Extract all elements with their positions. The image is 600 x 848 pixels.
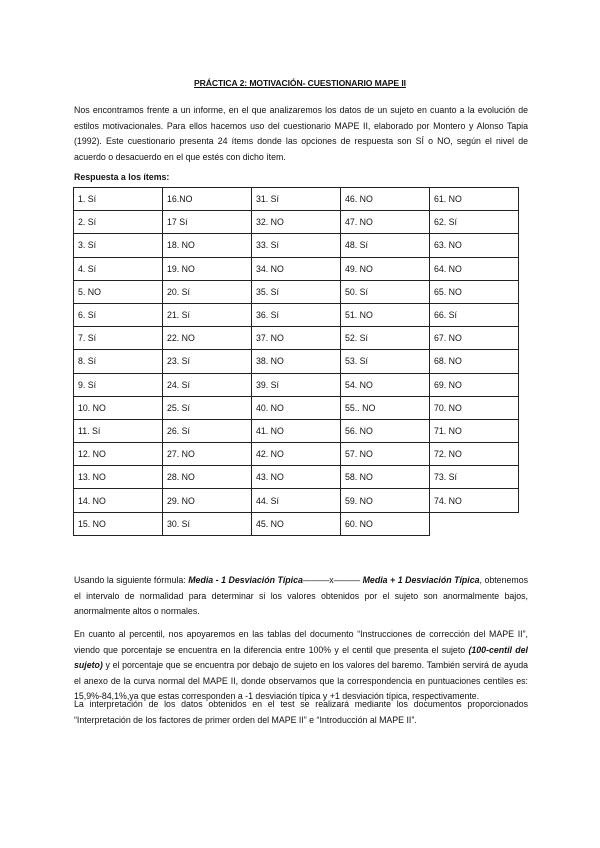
- table-cell: 45. NO: [252, 512, 341, 535]
- table-cell: 28. NO: [163, 466, 252, 489]
- table-cell: 27. NO: [163, 443, 252, 466]
- table-row: [74, 512, 519, 535]
- formula-left: Media - 1 Desviación Típica: [188, 575, 303, 585]
- table-row: [74, 211, 519, 234]
- table-cell: 68. NO: [430, 350, 519, 373]
- table-cell: 1. Sí: [74, 188, 163, 211]
- table-cell: 25. Sí: [163, 396, 252, 419]
- percentile-text-1: En cuanto al percentil, nos apoyaremos en las tablas del documento “Instrucciones de corrección del MAPE II”, viendo que porcentaje se encuentra en la diferencia entre 100% y el centil que presenta el sujeto: [74, 629, 528, 655]
- table-cell: 14. NO: [74, 489, 163, 512]
- table-cell: 48. Sí: [341, 234, 430, 257]
- intro-paragraph: Nos encontramos frente a un informe, en el que analizaremos los datos de un sujeto en cuanto a la evolución de estilos motivacionales. Para ellos hacemos uso del cuestionario MAPE II, elaborado por Montero y Alonso Tapia (1992). Este cuestionario presenta 24 ítems donde las opciones de respuesta son SÍ o NO, según el nivel de acuerdo o desacuerdo en el que estés con dicho ítem.: [74, 105, 528, 162]
- table-cell: 63. NO: [430, 234, 519, 257]
- table-cell: 24. Sí: [163, 373, 252, 396]
- table-cell: 66. Sí: [430, 303, 519, 326]
- table-cell: 30. Sí: [163, 512, 252, 535]
- table-cell: 46. NO: [341, 188, 430, 211]
- interpretation-paragraph: La interpretación de los datos obtenidos en el test se realizará mediante los documentos proporcionados “Interpretación de los factores de primer orden del MAPE II” e “Introducción al MAPE II”.: [74, 699, 528, 725]
- table-cell: 53. Sí: [341, 350, 430, 373]
- table-cell: 8. Sí: [74, 350, 163, 373]
- table-cell: 21. Sí: [163, 303, 252, 326]
- table-cell: 26. Sí: [163, 419, 252, 442]
- table-cell: 31. Sí: [252, 188, 341, 211]
- table-row: [74, 234, 519, 257]
- table-cell: 54. NO: [341, 373, 430, 396]
- table-cell: 12. NO: [74, 443, 163, 466]
- table-cell: 67. NO: [430, 327, 519, 350]
- percentile-paragraph: [74, 627, 528, 705]
- table-cell: 42. NO: [252, 443, 341, 466]
- table-cell: [430, 512, 519, 535]
- table-cell: 50. Sí: [341, 280, 430, 303]
- table-cell: 19. NO: [163, 257, 252, 280]
- table-cell: 11. Sí: [74, 419, 163, 442]
- table-cell: 9. Sí: [74, 373, 163, 396]
- table-cell: 6. Sí: [74, 303, 163, 326]
- document-title: PRÁCTICA 2: MOTIVACIÓN- CUESTIONARIO MAPE II: [194, 78, 406, 88]
- table-cell: 51. NO: [341, 303, 430, 326]
- formula-mid: ———x———: [302, 575, 361, 585]
- table-cell: 40. NO: [252, 396, 341, 419]
- table-cell: 61. NO: [430, 188, 519, 211]
- table-cell: 20. Sí: [163, 280, 252, 303]
- table-cell: 55.. NO: [341, 396, 430, 419]
- percentile-emphasis: (100-centil del sujeto): [74, 644, 528, 671]
- table-row: [74, 443, 519, 466]
- table-row: [74, 280, 519, 303]
- table-cell: 58. NO: [341, 466, 430, 489]
- table-row: [74, 489, 519, 512]
- formula-prefix: Usando la siguiente fórmula:: [74, 575, 189, 585]
- table-row: [74, 466, 519, 489]
- table-cell: 37. NO: [252, 327, 341, 350]
- table-cell: 52. Sí: [341, 327, 430, 350]
- table-cell: 5. NO: [74, 280, 163, 303]
- table-cell: 29. NO: [163, 489, 252, 512]
- table-cell: 34. NO: [252, 257, 341, 280]
- responses-label: Respuesta a los ítems:: [74, 172, 170, 182]
- table-cell: 57. NO: [341, 443, 430, 466]
- table-row: [74, 257, 519, 280]
- table-row: [74, 419, 519, 442]
- table-cell: 39. Sí: [252, 373, 341, 396]
- table-row: [74, 303, 519, 326]
- table-cell: 32. NO: [252, 211, 341, 234]
- table-cell: 72. NO: [430, 443, 519, 466]
- table-cell: 43. NO: [252, 466, 341, 489]
- table-cell: 44. Sí: [252, 489, 341, 512]
- table-cell: 22. NO: [163, 327, 252, 350]
- table-row: [74, 327, 519, 350]
- formula-right: Media + 1 Desviación Típica: [360, 575, 480, 585]
- table-cell: 13. NO: [74, 466, 163, 489]
- table-cell: 59. NO: [341, 489, 430, 512]
- table-row: [74, 373, 519, 396]
- table-cell: 56. NO: [341, 419, 430, 442]
- table-cell: 2. Sí: [74, 211, 163, 234]
- table-cell: 18. NO: [163, 234, 252, 257]
- table-row: [74, 350, 519, 373]
- table-cell: 70. NO: [430, 396, 519, 419]
- table-cell: 36. Sí: [252, 303, 341, 326]
- table-row: [74, 396, 519, 419]
- percentile-text-2: y el porcentaje que se encuentra por debajo de sujeto en los valores del baremo. También servirá de ayuda el anexo de la curva normal del MAPE II, donde observamos que la correspondencia en puntuaciones centiles es: 15,9%-84,1%,ya que estas corresponden a -1 desviación típica y +1 desviación típica, respectivamente.: [74, 660, 528, 702]
- formula-paragraph: [74, 573, 528, 620]
- table-cell: 23. Sí: [163, 350, 252, 373]
- table-cell: 74. NO: [430, 489, 519, 512]
- table-cell: 15. NO: [74, 512, 163, 535]
- table-cell: 69. NO: [430, 373, 519, 396]
- table-cell: 35. Sí: [252, 280, 341, 303]
- table-cell: 10. NO: [74, 396, 163, 419]
- table-cell: 73. Sí: [430, 466, 519, 489]
- table-cell: 64. NO: [430, 257, 519, 280]
- table-cell: 60. NO: [341, 512, 430, 535]
- table-cell: 3. Sí: [74, 234, 163, 257]
- responses-table: [73, 187, 519, 536]
- table-cell: 4. Sí: [74, 257, 163, 280]
- table-cell: 33. Sí: [252, 234, 341, 257]
- table-cell: 47. NO: [341, 211, 430, 234]
- table-cell: 38. NO: [252, 350, 341, 373]
- formula-suffix: , obtenemos el intervalo de normalidad para determinar si los valores obtenidos por el sujeto son anormalmente bajos, anormalmente altos o normales.: [74, 575, 528, 617]
- table-cell: 16.NO: [163, 188, 252, 211]
- table-cell: 65. NO: [430, 280, 519, 303]
- table-cell: 62. Sí: [430, 211, 519, 234]
- table-cell: 71. NO: [430, 419, 519, 442]
- table-cell: 41. NO: [252, 419, 341, 442]
- table-row: [74, 188, 519, 211]
- table-cell: 7. Sí: [74, 327, 163, 350]
- table-cell: 17 Sí: [163, 211, 252, 234]
- table-cell: 49. NO: [341, 257, 430, 280]
